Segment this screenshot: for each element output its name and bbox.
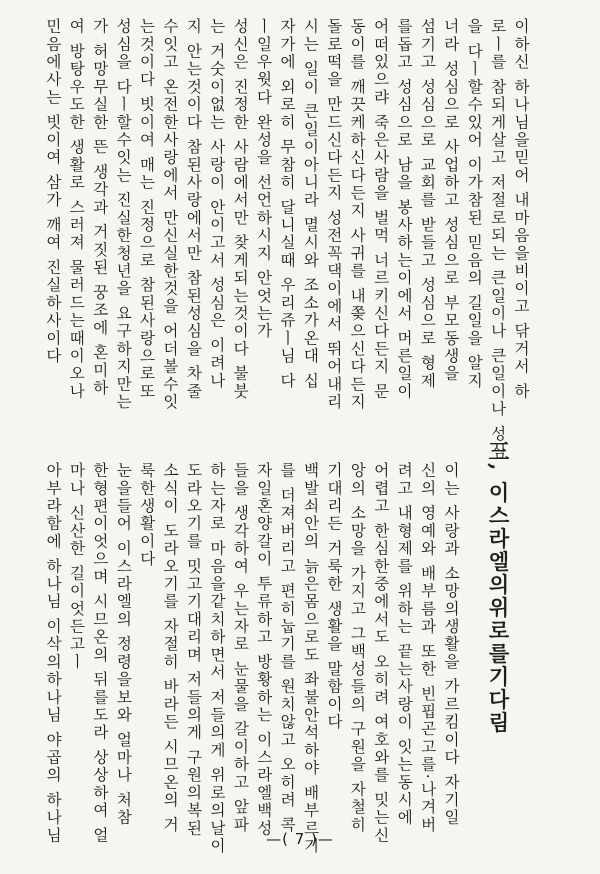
text-column: 어렵고 한심한중에서도 오히려 여호와를 밋는신 [371, 462, 390, 845]
text-column: 려고 내형제를 위하는 끝는사랑이 잇는동시에 [395, 462, 414, 827]
text-column: 소식이 도라오기를 자절히 바라든 시므온의 거 [161, 462, 180, 834]
text-column: 섬기고 성심으로 교회를 받들고 성심으로 형제 [418, 18, 437, 390]
text-column: 시는 일이 큰일이아니라 멸시와 조소가온대 십 [301, 18, 320, 390]
text-column: 룩한생활이다 [137, 462, 156, 569]
text-column: 이는 사랑과 소망의생활을 가르킴이다 자기일 [442, 462, 460, 827]
text-column: 눈을들어 이스라엘의 정령을보와 얼마나 처참 [114, 462, 133, 827]
text-column: 백발쇠안의 늙은몸으로도 좌불안석하야 배부르기 [301, 462, 320, 856]
text-column: 신의 영예와 배부름과 또한 빈핍곤고를·나겨버 [418, 462, 437, 834]
text-column: 성신은 진정한 사람에서만 찾게되는것이다 불붓 [231, 18, 250, 401]
text-column: 어떠있으랴 죽은사람을 벌먹 너르키신다든지 문 [371, 18, 390, 401]
text-column: 너라 성심으로 사업하고 성심으로 부모동생을 [441, 18, 460, 383]
text-column: 이하신 하나님을믿어 내마음을비이고 닦거서 하 [512, 18, 530, 401]
text-column: 마나 신산한 길이엇든고ㅣ [67, 462, 86, 671]
text-column: 여 방탕우도한 생활로 스러져 물러드는때이오나 [67, 18, 86, 401]
text-column: 들을 생각하여 우는자로 눈물을 갈이하고 앞파 [231, 462, 250, 834]
text-column: 는것이다 빗이여 매는 진정으로 참된사랑으로또 [137, 18, 156, 401]
text-column: 앙의 소망을 가지고 그백성들의 구원을 자철히 [348, 462, 367, 834]
text-column: 자가에 외로히 무참히 달니실때 우리쥬ㅣ님 다 [277, 18, 296, 390]
text-column: 아부라함에 하나님 이삭의하나님 야곱의 하나님 [44, 462, 63, 845]
text-column: 로ㅣ를 참되게살고 저절로되는 큰일이나 큰일이나 성심 [488, 18, 507, 461]
text-column: 을 다ㅣ할수있어 이가참된 믿음의 길일을 알지 [465, 18, 484, 390]
text-column: 민음에사는 빗이여 삼가 깨여 진실하사이다 [43, 18, 62, 366]
text-column: 동이를 깨끗케하신다든지 사귀를 내쫒으신다든지 [348, 18, 367, 412]
bottom-text-block [30, 462, 462, 856]
text-column: 기대리든 거룩한 생활을 말함이다 [324, 462, 343, 732]
text-column: 를 더져버리고 편히눕기를 원치않고 오히려 콕 [278, 462, 297, 834]
text-column: 가 허망무실한 뜬 생각과 거짓된 꿍조에 혼미하 [90, 18, 109, 398]
text-column: 도라오기를 밋고기대리며 저들의게 구원의복된 [184, 462, 203, 838]
text-column: 자일혼양갈이 투류하고 방황하는 이스라엘백성 [254, 462, 273, 838]
text-column: 돌로떡을 만드신다든지 성전꼭댁이에서 뛰어내리 [324, 18, 343, 412]
text-column: ㅣ일우웟다 완성을 선언하시지 안엇는가 [254, 18, 273, 341]
section-heading: 三, 이스라엘의위로를기다림 [486, 440, 511, 735]
text-column: 한형편이엇으며 시므온의 뒤를도라 상상하여 얼 [90, 462, 109, 845]
text-column: 수잇고 온전한사랑에서 만신실한것을 어더볼수잇 [160, 18, 179, 412]
text-column: 성심을 다ㅣ할수잇는 진실한청년을 요구하지만는 [114, 18, 133, 412]
text-column: 는 거숫이없는 사랑이 안이고서 성심은 이려나 [207, 18, 226, 390]
top-text-block [30, 18, 532, 461]
text-column: 를돕고 성심으로 남을 봉사하는이에서 머른일이 [394, 18, 413, 401]
text-column: 지 안는것이다 참된사랑에서만 참된성심을 차줄 [184, 18, 203, 401]
page-number: —( 7 )— [266, 830, 334, 848]
text-column: 하는자로 마음을같치하면서 저들의게 위로의날이 [207, 462, 226, 856]
